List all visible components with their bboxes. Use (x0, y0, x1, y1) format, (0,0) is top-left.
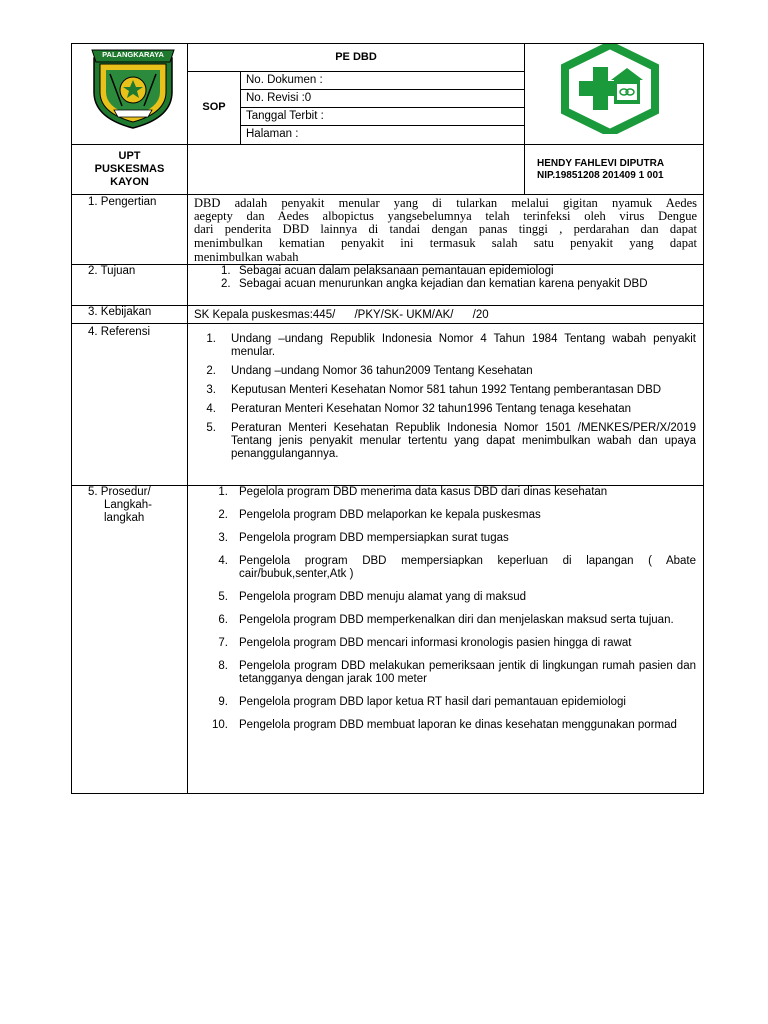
list-item (204, 384, 696, 397)
label-pengertian: 1. Pengertian (88, 196, 157, 208)
tujuan-text: Sebagai acuan dalam pelaksanaan pemantauan epidemiologi (239, 265, 554, 277)
field-no-revisi: No. Revisi :0 (246, 92, 312, 104)
label-prosedur: langkah (104, 512, 145, 524)
list-item-number: 1. (218, 486, 228, 498)
field-halaman: Halaman : (246, 128, 299, 140)
puskesmas-logo (560, 44, 660, 134)
list-item-text: Pengelola program DBD mencari informasi kronologis pasien hingga di rawat (239, 637, 632, 649)
field-no-dokumen: No. Dokumen : (246, 74, 323, 86)
list-item-text: Pengelola program DBD membuat laporan ke dinas kesehatan menggunakan pormad (239, 719, 677, 731)
list-item (212, 591, 696, 604)
list-item-text: Keputusan Menteri Kesehatan Nomor 581 tahun 1992 Tentang pemberantasan DBD (231, 384, 662, 396)
list-item-text: Pengelola program DBD menuju alamat yang di maksud (239, 591, 527, 603)
list-item-number: 5. (206, 422, 216, 434)
list-item (204, 333, 696, 359)
list-item (212, 637, 696, 650)
pengertian-line: menimbulkan kematian penyakit ini termasuk salah satu penyakit yang dapat (194, 236, 697, 250)
list-item-number: 2. (206, 365, 216, 377)
list-item-number: 9. (218, 696, 228, 708)
list-item (212, 719, 696, 732)
list-item (212, 660, 696, 686)
list-item-number: 1. (206, 333, 216, 345)
list-item-number: 10. (212, 719, 228, 731)
org-name-line-3: KAYON (110, 176, 149, 188)
list-item-number: 4. (218, 555, 228, 567)
referensi-list (204, 333, 696, 461)
list-item-number: 7. (218, 637, 228, 649)
list-item-number: 8. (218, 660, 228, 672)
list-item (212, 555, 696, 581)
signer-name: HENDY FAHLEVI DIPUTRA (537, 158, 665, 169)
list-item-number: 3. (218, 532, 228, 544)
label-prosedur: Langkah- (104, 499, 152, 511)
list-item-text: Undang –undang Republik Indonesia Nomor 4 Tahun 1984 Tentang wabah penyakit menular. (231, 333, 696, 358)
list-item-text: Pengelola program DBD lapor ketua RT hasil dari pemantauan epidemiologi (239, 696, 626, 708)
prosedur-list (212, 486, 696, 732)
list-item-text: Pengelola program DBD mempersiapkan surat tugas (239, 532, 509, 544)
list-item-number: 2. (218, 509, 228, 521)
sop-label: SOP (202, 101, 226, 113)
tujuan-text: Sebagai acuan menurunkan angka kejadian dan kematian karena penyakit DBD (239, 278, 648, 290)
pengertian-line: aegepty dan Aedes albopictus yangsebelumnya telah terinfeksi oleh virus Dengue (194, 209, 697, 223)
list-item (212, 509, 696, 522)
tujuan-num: 1. (221, 265, 231, 277)
org-name-line-2: PUSKESMAS (94, 163, 165, 175)
list-item (204, 403, 696, 416)
list-item-number: 6. (218, 614, 228, 626)
list-item-text: Pegelola program DBD menerima data kasus DBD dari dinas kesehatan (239, 486, 608, 498)
city-seal-logo (88, 44, 178, 130)
logo-banner-text: PALANGKARAYA (102, 50, 164, 59)
list-item (212, 486, 696, 499)
list-item-number: 4. (206, 403, 216, 415)
kebijakan-text: SK Kepala puskesmas:445/ /PKY/SK- UKM/AK/ /20 (194, 309, 489, 321)
label-tujuan: 2. Tujuan (88, 265, 136, 277)
document-title: PE DBD (335, 51, 377, 63)
list-item-text: Pengelola program DBD memperkenalkan diri dan menjelaskan maksud serta tujuan. (239, 614, 674, 626)
list-item (204, 422, 696, 461)
list-item-text: Pengelola program DBD mempersiapkan keperluan di lapangan ( Abate cair/bubuk,senter,Atk ) (239, 555, 696, 580)
label-referensi: 4. Referensi (88, 326, 151, 338)
list-item (212, 696, 696, 709)
pengertian-line: menimbulkan wabah (194, 250, 299, 264)
list-item-text: Peraturan Menteri Kesehatan Republik Indonesia Nomor 1501 /MENKES/PER/X/2019 Tentang jenis penyakit menular tertentu yang dapat menimbulkan wabah dan upaya penanggulangannya. (231, 422, 696, 460)
list-item-text: Peraturan Menteri Kesehatan Nomor 32 tahun1996 Tentang tenaga kesehatan (231, 403, 632, 415)
pengertian-line: dari penderita DBD lainnya di tandai dengan panas tinggi , perdarahan dan dapat (194, 222, 697, 236)
list-item-text: Undang –undang Nomor 36 tahun2009 Tentang Kesehatan (231, 365, 533, 377)
org-name-line-1: UPT (118, 150, 141, 162)
field-tanggal-terbit: Tanggal Terbit : (246, 110, 324, 122)
list-item-number: 3. (206, 384, 216, 396)
list-item (204, 365, 696, 378)
list-item (212, 614, 696, 627)
list-item-number: 5. (218, 591, 228, 603)
list-item-text: Pengelola program DBD melaporkan ke kepala puskesmas (239, 509, 541, 521)
signer-nip: NIP.19851208 201409 1 001 (537, 170, 664, 181)
label-kebijakan: 3. Kebijakan (88, 306, 152, 318)
pengertian-line: DBD adalah penyakit menular yang di tularkan melalui gigitan nyamuk Aedes (194, 196, 697, 210)
label-prosedur: 5. Prosedur/ (88, 486, 151, 498)
tujuan-num: 2. (221, 278, 231, 290)
list-item-text: Pengelola program DBD melakukan pemeriksaan jentik di lingkungan rumah pasien dan tetangganya dengan jarak 100 meter (239, 660, 696, 685)
list-item (212, 532, 696, 545)
